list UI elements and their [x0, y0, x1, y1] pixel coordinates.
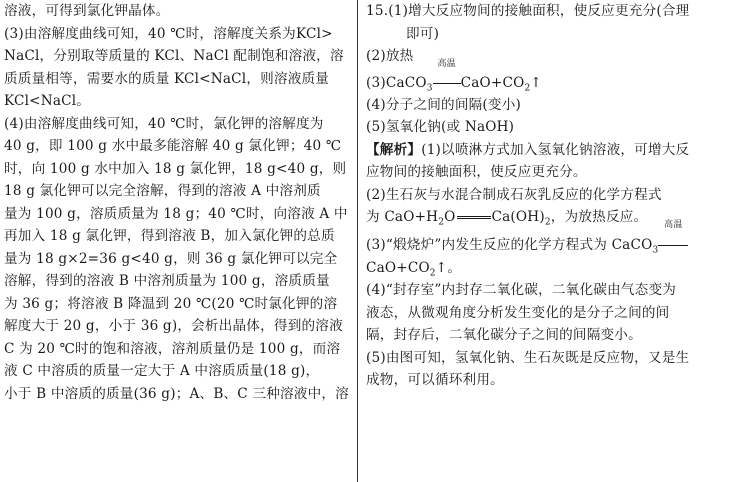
right-column	[366, 0, 732, 482]
q15-answer-1-line2: 即可)	[406, 25, 440, 42]
left-text-line: 40 g，即 100 g 水中最多能溶解 40 g 氯化钾；40 ℃	[4, 138, 342, 154]
left-text-line: 18 g 氯化钾可以完全溶解，得到的溶液 A 中溶剂质	[4, 183, 321, 199]
equation-condition-arrow	[433, 58, 461, 98]
equation-tail: ↑。	[435, 259, 462, 276]
equation-reactant: (3)CaCO	[366, 74, 427, 91]
equation-subscript: 2	[524, 83, 531, 94]
left-text-line: 质质量相等，需要水的质量 KCl<NaCl，则溶液质量	[4, 70, 330, 87]
equation-left: 为 CaO+H	[366, 209, 439, 225]
analysis-line2: 应物间的接触面积，使反应更充分。	[366, 164, 587, 180]
explain-2-line1: (2)生石灰与水混合制成石灰乳反应的化学方程式	[366, 186, 662, 203]
left-text-line: 小于 B 中溶质的质量(36 g)；A、B、C 三种溶液中，溶	[4, 385, 349, 402]
left-text-line: KCl<NaCl。	[4, 93, 91, 109]
analysis-tag: 【解析】	[366, 141, 422, 158]
equation-condition: 高温	[664, 219, 683, 230]
left-column	[4, 0, 352, 482]
left-text-line: 液 C 中溶质的质量一定大于 A 中溶质质量(18 g)，	[4, 363, 320, 379]
left-text-line: 为 36 g；将溶液 B 降温到 20 ℃(20 ℃时氯化钾的溶	[4, 295, 338, 312]
left-text-line: 溶液，可得到氯化钾晶体。	[4, 3, 170, 19]
q15-answer-4: (4)分子之间的间隔(变小)	[366, 96, 522, 113]
analysis-text: (1)以喷淋方式加入氢氧化钠溶液，可增大反	[421, 141, 690, 158]
equation-mid: O	[444, 209, 456, 225]
equation-subscript: 2	[544, 217, 551, 228]
left-text-line: (4)由溶解度曲线可知，40 ℃时，氯化钾的溶解度为	[4, 115, 324, 132]
gas-arrow: ↑	[530, 74, 542, 91]
equation-subscript: 2	[438, 217, 445, 228]
analysis-line1	[366, 139, 732, 162]
equation-condition: 高温	[437, 58, 456, 69]
equation-right: Ca(OH)	[491, 209, 545, 225]
left-text-line: 解度大于 20 g，小于 36 g)，会析出晶体，得到的溶液	[4, 318, 343, 334]
column-divider	[357, 0, 358, 482]
q15-answer-5: (5)氢氧化钠(或 NaOH)	[366, 119, 515, 135]
q15-answer-2: (2)放热	[366, 48, 414, 64]
q15-answer-3-equation	[366, 58, 732, 94]
explain-5-line2: 成物，可以循环利用。	[366, 372, 504, 388]
equation-products: CaO+CO	[460, 74, 525, 91]
q15-answer-1-line1: 15.(1)增大反应物间的接触面积，使反应更充分(合理	[366, 3, 690, 19]
equation-products: CaO+CO	[366, 259, 430, 276]
left-text-line: NaCl，分别取等质量的 KCl、NaCl 配制饱和溶液，溶	[4, 48, 344, 64]
explain-3-text: (3)“煅烧炉”内发生反应的化学方程式为 CaCO	[366, 236, 653, 253]
explain-4-line2: 液态，从微观角度分析发生变化的是分子之间的间	[366, 304, 670, 321]
equation-condition-arrow	[658, 219, 688, 261]
explain-5-line1: (5)由图可知，氢氧化钠、生石灰既是反应物，又是生	[366, 349, 690, 366]
explain-4-line3: 隔，封存后，二氧化碳分子之间的间隔变小。	[366, 327, 642, 343]
left-text-line: C 为 20 ℃时的饱和溶液，溶剂质量仍是 100 g，而溶	[4, 340, 341, 357]
left-text-line: 量为 18 g×2=36 g<40 g，则 36 g 氯化钾可以完全	[4, 250, 338, 267]
left-text-line: 量为 100 g，溶质质量为 18 g；40 ℃时，向溶液 A 中	[4, 205, 348, 222]
equation-subscript: 3	[426, 83, 433, 94]
left-text-line: 溶解，得到的溶液 B 中溶剂质量为 100 g，溶质质量	[4, 273, 330, 289]
left-text-line: 时，向 100 g 水中加入 18 g 氯化钾，18 g<40 g，则	[4, 160, 347, 177]
equation-subscript: 2	[429, 268, 436, 279]
left-text-line: (3)由溶解度曲线可知，40 ℃时，溶解度关系为KCl>	[4, 25, 333, 42]
explain-4-line1: (4)“封存室”内封存二氧化碳，二氧化碳由气态变为	[366, 282, 677, 298]
explain-3-line1	[366, 219, 732, 257]
equation-tail: ，为放热反应。	[550, 209, 648, 225]
left-text-line: 再加入 18 g 氯化钾，得到溶液 B，加入氯化钾的总质	[4, 228, 335, 244]
equation-subscript: 3	[652, 245, 659, 256]
